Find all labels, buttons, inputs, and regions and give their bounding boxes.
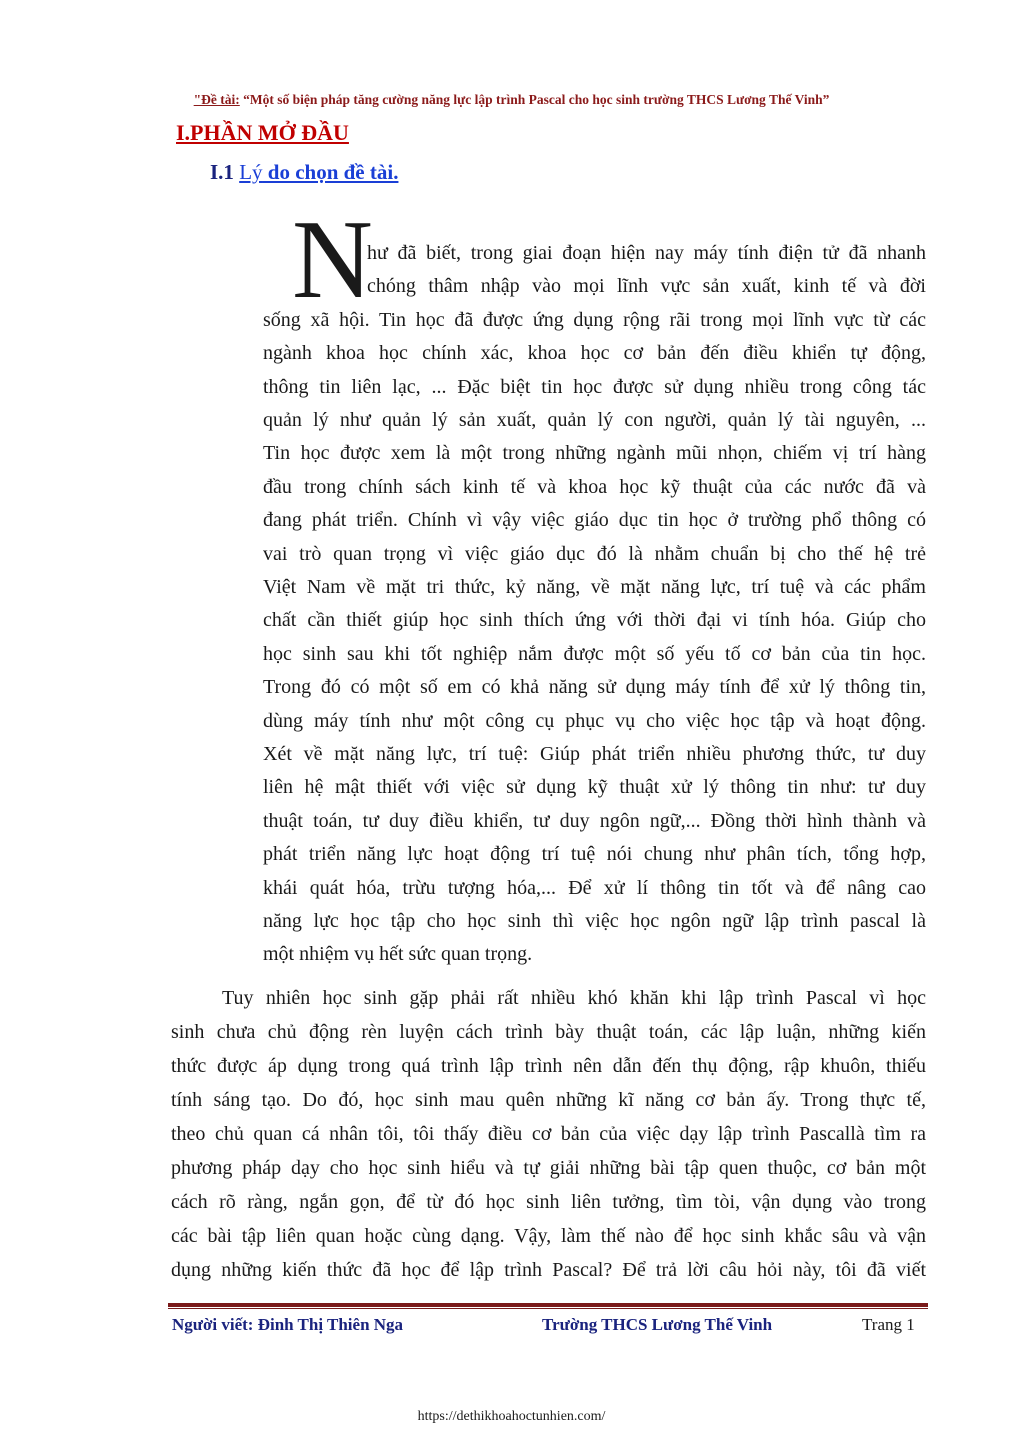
text-line: dụng những kiến thức đã học để lập trình Pascal? Để trả lời câu hỏi này, tôi đã viết bbox=[171, 1259, 926, 1281]
topic-prefix: "Đề tài: bbox=[193, 92, 240, 107]
text-line: các bài tập liên quan hoặc cùng dạng. Vậy, làm thế nào để học sinh khắc sâu và vận bbox=[171, 1225, 926, 1247]
footer-rule-thin bbox=[168, 1308, 928, 1309]
text-line: phương pháp dạy cho học sinh hiểu và tự giải những bài tập quen thuộc, cơ bản một bbox=[171, 1157, 926, 1179]
text-line: đầu trong chính sách kinh tế và khoa học kỹ thuật của các nước đã và bbox=[263, 475, 926, 498]
subsection-heading bbox=[210, 160, 398, 185]
footer-rule bbox=[168, 1303, 928, 1307]
text-line: học sinh sau khi tốt nghiệp nắm được một số yếu tố cơ bản của tin học. bbox=[263, 642, 926, 665]
text-line: liên hệ mật thiết với việc sử dụng kỹ thuật xử lý thông tin như: tư duy bbox=[263, 776, 926, 799]
text-line: thông tin liên lạc, ... Đặc biệt tin học được sử dụng nhiều trong công tác bbox=[263, 375, 926, 398]
footer-page-number: Trang 1 bbox=[862, 1315, 915, 1334]
section-title: I.PHẦN MỞ ĐẦU bbox=[176, 120, 349, 145]
text-line: cách rõ ràng, ngắn gọn, để từ đó học sinh liên tưởng, tìm tòi, vận dụng vào trong bbox=[171, 1191, 926, 1213]
text-line: một nhiệm vụ hết sức quan trọng. bbox=[263, 943, 533, 966]
text-line: Trong đó có một số em có khả năng sử dụng máy tính để xử lý thông tin, bbox=[263, 676, 926, 699]
text-line: đang phát triển. Chính vì vậy việc giáo dục tin học ở trường phổ thông có bbox=[263, 509, 926, 532]
text-line: phát triển năng lực hoạt động trí tuệ nói chung như phân tích, tổng hợp, bbox=[263, 843, 926, 866]
text-line: chóng thâm nhập vào mọi lĩnh vực sản xuất, kinh tế và đời bbox=[367, 275, 926, 298]
document-topic-header bbox=[0, 92, 1023, 108]
text-line: năng lực học tập cho học sinh thì việc học ngôn ngữ lập trình pascal là bbox=[263, 910, 926, 932]
text-line: Việt Nam về mặt tri thức, kỷ năng, về mặt năng lực, trí tuệ và các phẩm bbox=[263, 576, 926, 598]
text-line: vai trò quan trọng vì việc giáo dục đó là nhằm chuẩn bị cho thế hệ trẻ bbox=[263, 542, 926, 565]
text-line: dùng máy tính như một công cụ phục vụ cho việc học tập và hoạt động. bbox=[263, 709, 926, 732]
text-line: khái quát hóa, trừu tượng hóa,... Để xử lí thông tin tốt và để nâng cao bbox=[263, 876, 926, 899]
text-line: hư đã biết, trong giai đoạn hiện nay máy tính điện tử đã nhanh bbox=[367, 242, 926, 264]
text-line: quản lý như quản lý sản xuất, quản lý con người, quản lý tài nguyên, ... bbox=[263, 409, 926, 431]
subsection-title-rest: do chọn đề tài. bbox=[262, 160, 399, 184]
text-line: sống xã hội. Tin học đã được ứng dụng rộng rãi trong mọi lĩnh vực từ các bbox=[263, 308, 926, 331]
footer-author: Người viết: Đinh Thị Thiên Nga bbox=[172, 1315, 404, 1334]
text-line: ngành khoa học chính xác, khoa học cơ bản đến điều khiển tự động, bbox=[263, 342, 926, 365]
text-line: tính sáng tạo. Do đó, học sinh mau quên những kĩ năng cơ bản ấy. Trong thực tế, bbox=[171, 1089, 926, 1111]
subsection-word-ly: Lý bbox=[239, 160, 263, 184]
subsection-number: I.1 bbox=[210, 160, 240, 184]
text-line: Tuy nhiên học sinh gặp phải rất nhiều khó khăn khi lập trình Pascal vì học bbox=[222, 987, 926, 1009]
topic-title: “Một số biện pháp tăng cường năng lực lập trình Pascal cho học sinh trường THCS Lương Thế Vinh” bbox=[239, 92, 830, 107]
footer-school: Trường THCS Lương Thế Vinh bbox=[542, 1315, 773, 1334]
text-line: thuật toán, tư duy điều khiển, tư duy ngôn ngữ,... Đồng thời hình thành và bbox=[263, 809, 926, 832]
text-line: sinh chưa chủ động rèn luyện cách trình bày thuật toán, các lập luận, những kiến bbox=[171, 1021, 926, 1043]
source-url: https://dethikhoahoctunhien.com/ bbox=[417, 1409, 606, 1424]
text-line: chất cần thiết giúp học sinh thích ứng với thời đại vi tính hóa. Giúp cho bbox=[263, 609, 926, 632]
text-line: thức được áp dụng trong quá trình lập trình nên dẫn đến thụ động, rập khuôn, thiếu bbox=[171, 1055, 926, 1077]
text-line: Tin học được xem là một trong những ngành mũi nhọn, chiếm vị trí hàng bbox=[263, 442, 926, 465]
drop-cap: N bbox=[292, 198, 373, 322]
text-line: Xét về mặt năng lực, trí tuệ: Giúp phát triển nhiều phương thức, tư duy bbox=[263, 743, 926, 765]
text-line: theo chủ quan cá nhân tôi, tôi thấy điều cơ bản của việc dạy lập trình Pascallà tìm ra bbox=[171, 1123, 926, 1145]
